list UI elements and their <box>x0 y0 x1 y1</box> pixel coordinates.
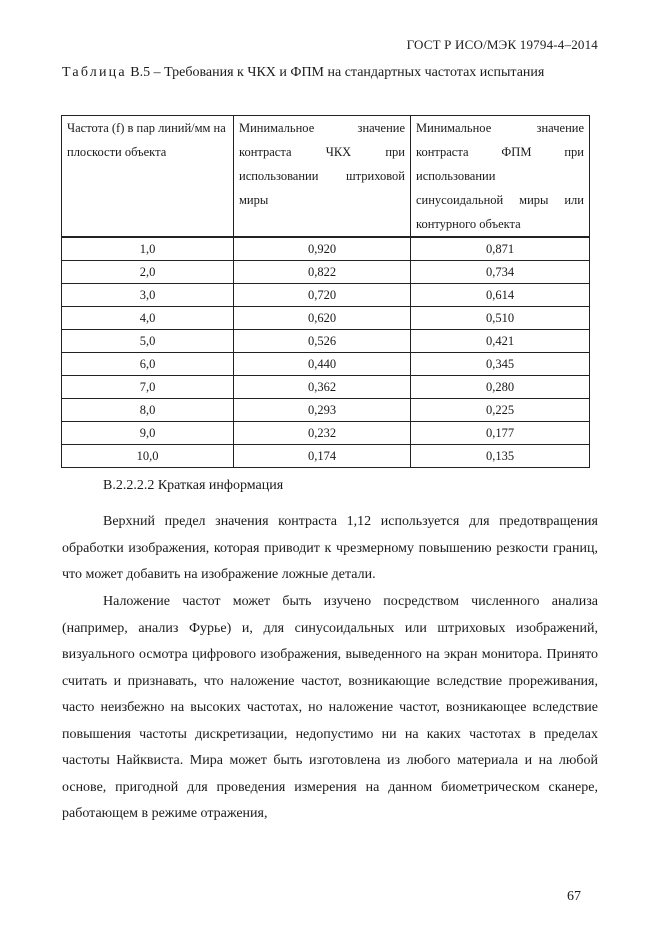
table-row <box>62 284 590 307</box>
table-caption <box>62 60 598 85</box>
cell-ctf: 0,620 <box>234 307 411 330</box>
cell-ctf: 0,720 <box>234 284 411 307</box>
cell-mtf: 0,871 <box>411 237 590 261</box>
body-paragraph: Наложение частот может быть изучено посредством численного анализа (например, анализ Фурье) и, для синусоидальных или штриховых изображений, визуального осмотра цифрового изображения, выведенного на экран монитора. Принято считать и признавать, что наложение частот, возникающие вследствие прореживания, часто неизбежно на высоких частотах, но наложение частот, возникающее вследствие повышения частоты дискретизации, недопустимо ни на каких частотах в пределах частоты Найквиста. Мира может быть изготовлена из любого материала и на любой основе, пригодной для проведения измерения на данном биометрическом сканере, работающем в режиме отражения, <box>62 594 598 821</box>
cell-mtf: 0,280 <box>411 376 590 399</box>
cell-frequency: 5,0 <box>62 330 234 353</box>
section-heading: В.2.2.2.2 Краткая информация <box>103 478 284 493</box>
header-mtf-contrast: Минимальное значение контраста ФПМ при использовании синусоидальной миры или контурного объекта <box>411 116 590 238</box>
table-row <box>62 261 590 284</box>
table-caption-text: В.5 – Требования к ЧКХ и ФПМ на стандартных частотах испытания <box>126 65 545 80</box>
cell-frequency: 2,0 <box>62 261 234 284</box>
table-row <box>62 237 590 261</box>
cell-frequency: 10,0 <box>62 445 234 468</box>
cell-mtf: 0,510 <box>411 307 590 330</box>
table-row <box>62 445 590 468</box>
cell-mtf: 0,421 <box>411 330 590 353</box>
page-number: 67 <box>567 889 581 904</box>
cell-mtf: 0,177 <box>411 422 590 445</box>
header-frequency: Частота (f) в пар линий/мм на плоскости объекта <box>62 116 234 238</box>
body-paragraph: Верхний предел значения контраста 1,12 используется для предотвращения обработки изображения, которая приводит к чрезмерному повышению резкости границ, что может добавить на изображение ложные детали. <box>62 514 598 582</box>
cell-frequency: 1,0 <box>62 237 234 261</box>
cell-mtf: 0,225 <box>411 399 590 422</box>
cell-frequency: 6,0 <box>62 353 234 376</box>
cell-ctf: 0,362 <box>234 376 411 399</box>
cell-mtf: 0,135 <box>411 445 590 468</box>
table-row <box>62 330 590 353</box>
cell-ctf: 0,232 <box>234 422 411 445</box>
table-row <box>62 399 590 422</box>
table-caption-lead: Таблица <box>62 65 127 80</box>
cell-frequency: 3,0 <box>62 284 234 307</box>
requirements-table <box>61 115 590 468</box>
cell-ctf: 0,440 <box>234 353 411 376</box>
cell-frequency: 7,0 <box>62 376 234 399</box>
table-header-row <box>62 116 590 238</box>
cell-frequency: 9,0 <box>62 422 234 445</box>
table-row <box>62 422 590 445</box>
cell-ctf: 0,293 <box>234 399 411 422</box>
cell-ctf: 0,822 <box>234 261 411 284</box>
cell-ctf: 0,174 <box>234 445 411 468</box>
document-standard-header: ГОСТ Р ИСО/МЭК 19794-4–2014 <box>406 37 598 52</box>
table-row <box>62 376 590 399</box>
table-row <box>62 307 590 330</box>
cell-mtf: 0,614 <box>411 284 590 307</box>
table-row <box>62 353 590 376</box>
cell-mtf: 0,345 <box>411 353 590 376</box>
cell-mtf: 0,734 <box>411 261 590 284</box>
cell-frequency: 4,0 <box>62 307 234 330</box>
cell-frequency: 8,0 <box>62 399 234 422</box>
cell-ctf: 0,920 <box>234 237 411 261</box>
header-ctf-contrast: Минимальное значение контраста ЧКХ при использовании штриховой миры <box>234 116 411 238</box>
cell-ctf: 0,526 <box>234 330 411 353</box>
